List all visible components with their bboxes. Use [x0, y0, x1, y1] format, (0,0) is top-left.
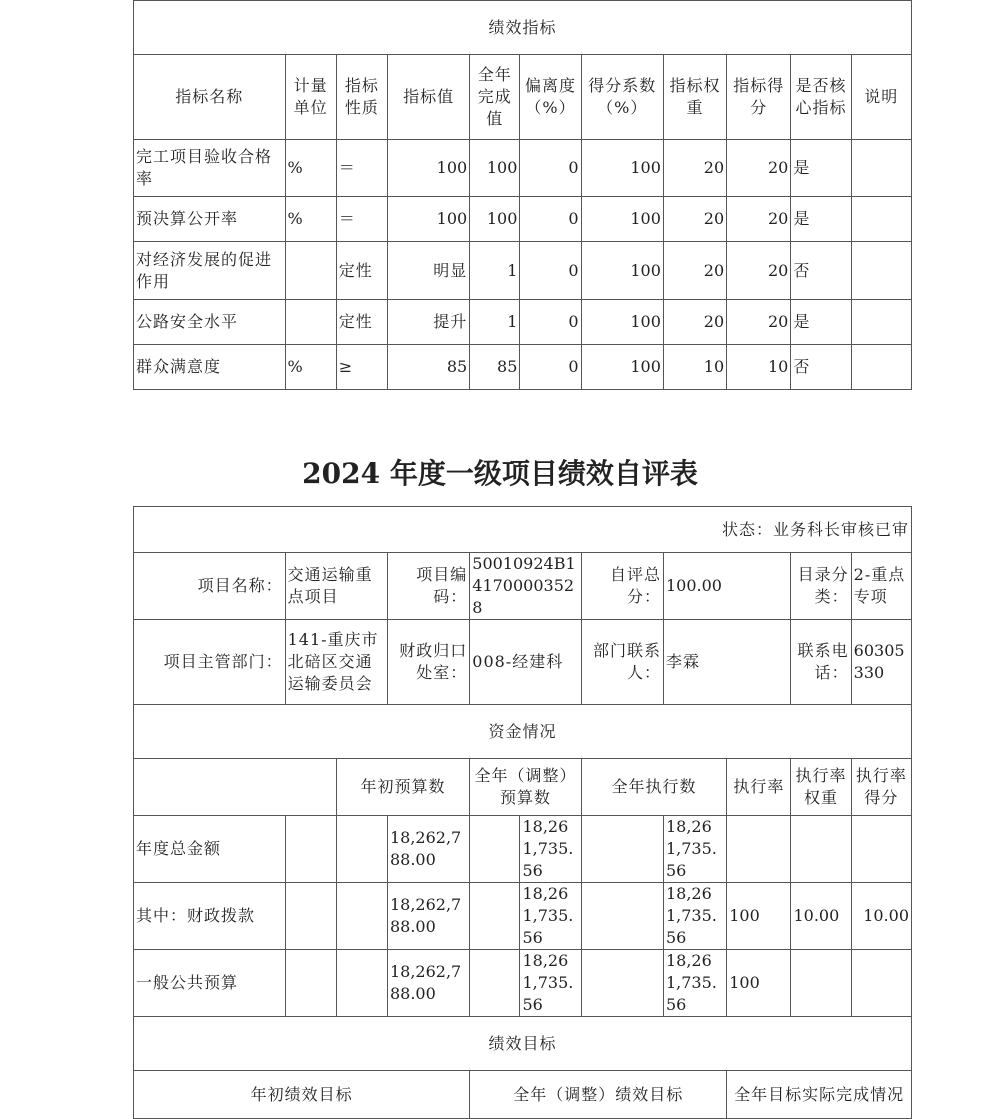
funds-header-adjusted: 全年（调整）预算数: [470, 759, 581, 816]
indicator-core: 是: [791, 197, 851, 242]
status-text: 状态：业务科长审核已审: [134, 507, 912, 553]
indicator-deviation: 0: [520, 345, 581, 390]
funds-initial: 18,262,788.00: [387, 883, 469, 950]
funds-weight: [791, 950, 851, 1017]
indicator-name: 完工项目验收合格率: [134, 140, 286, 197]
contact-label: 部门联系人：: [581, 620, 663, 705]
indicator-note: [851, 242, 911, 300]
empty-cell: [581, 950, 663, 1017]
goals-header-initial: 年初绩效目标: [134, 1071, 470, 1119]
indicator-core: 否: [791, 345, 851, 390]
indicator-nature: 定性: [336, 242, 387, 300]
perf-section-title: 绩效指标: [134, 1, 912, 55]
finance-office: 008-经建科: [470, 620, 581, 705]
indicator-note: [851, 197, 911, 242]
header-deviation: 偏离度（%）: [520, 55, 581, 140]
header-weight: 指标权重: [663, 55, 726, 140]
indicator-weight: 10: [663, 345, 726, 390]
funds-rate: [727, 816, 791, 883]
table-row: [134, 345, 912, 390]
table-row: [134, 197, 912, 242]
indicator-note: [851, 345, 911, 390]
funds-adjusted: 18,261,735.56: [520, 950, 581, 1017]
header-note: 说明: [851, 55, 911, 140]
self-evaluation-form: [133, 506, 912, 1119]
funds-initial: 18,262,788.00: [387, 950, 469, 1017]
header-value: 指标值: [387, 55, 469, 140]
category: 2-重点专项: [851, 553, 911, 620]
table-row: [134, 300, 912, 345]
indicator-unit: %: [285, 140, 336, 197]
table-row: [134, 950, 912, 1017]
dept: 141-重庆市北碚区交通运输委员会: [285, 620, 387, 705]
header-core: 是否核心指标: [791, 55, 851, 140]
indicator-score: 20: [727, 197, 791, 242]
indicator-core: 否: [791, 242, 851, 300]
funds-header-blank: [134, 759, 337, 816]
empty-cell: [581, 816, 663, 883]
indicator-completion: 1: [470, 300, 520, 345]
project-code: 50010924B141700003528: [470, 553, 581, 620]
indicator-name: 群众满意度: [134, 345, 286, 390]
indicator-weight: 20: [663, 242, 726, 300]
funds-section-title: 资金情况: [134, 705, 912, 759]
funds-weight: 10.00: [791, 883, 851, 950]
header-indicator-name: 指标名称: [134, 55, 286, 140]
indicator-name: 公路安全水平: [134, 300, 286, 345]
funds-header-executed: 全年执行数: [581, 759, 727, 816]
indicator-nature: ＝: [336, 197, 387, 242]
header-unit: 计量单位: [285, 55, 336, 140]
contact: 李霖: [663, 620, 790, 705]
empty-cell: [470, 883, 520, 950]
empty-cell: [336, 883, 387, 950]
project-code-label: 项目编码：: [387, 553, 469, 620]
funds-row-label: 其中：财政拨款: [134, 883, 286, 950]
funds-row-label: 一般公共预算: [134, 950, 286, 1017]
phone-label: 联系电话：: [791, 620, 851, 705]
indicator-score: 20: [727, 140, 791, 197]
funds-header-initial: 年初预算数: [336, 759, 470, 816]
performance-indicator-table: [133, 0, 912, 390]
indicator-weight: 20: [663, 300, 726, 345]
header-completion: 全年完成值: [470, 55, 520, 140]
table-row: [134, 883, 912, 950]
funds-rate: 100: [727, 950, 791, 1017]
indicator-deviation: 0: [520, 140, 581, 197]
indicator-note: [851, 140, 911, 197]
indicator-deviation: 0: [520, 300, 581, 345]
indicator-core: 是: [791, 140, 851, 197]
indicator-unit: [285, 242, 336, 300]
empty-cell: [470, 950, 520, 1017]
indicator-coefficient: 100: [581, 345, 663, 390]
indicator-nature: 定性: [336, 300, 387, 345]
indicator-completion: 100: [470, 197, 520, 242]
indicator-coefficient: 100: [581, 140, 663, 197]
table-row: [134, 242, 912, 300]
category-label: 目录分类：: [791, 553, 851, 620]
dept-label: 项目主管部门：: [134, 620, 286, 705]
self-score: 100.00: [663, 553, 790, 620]
indicator-coefficient: 100: [581, 242, 663, 300]
empty-cell: [285, 816, 336, 883]
indicator-completion: 100: [470, 140, 520, 197]
funds-header-weight: 执行率权重: [791, 759, 851, 816]
indicator-score: 20: [727, 242, 791, 300]
indicator-value: 85: [387, 345, 469, 390]
funds-initial: 18,262,788.00: [387, 816, 469, 883]
indicator-completion: 85: [470, 345, 520, 390]
page-title: 2024 年度一级项目绩效自评表: [302, 457, 698, 490]
header-score: 指标得分: [727, 55, 791, 140]
funds-score: [851, 950, 911, 1017]
goals-header-adjusted: 全年（调整）绩效目标: [470, 1071, 727, 1119]
indicator-name: 对经济发展的促进作用: [134, 242, 286, 300]
finance-office-label: 财政归口处室：: [387, 620, 469, 705]
indicator-coefficient: 100: [581, 300, 663, 345]
indicator-value: 明显: [387, 242, 469, 300]
phone: 60305330: [851, 620, 911, 705]
indicator-note: [851, 300, 911, 345]
empty-cell: [336, 816, 387, 883]
funds-adjusted: 18,261,735.56: [520, 883, 581, 950]
indicator-value: 100: [387, 197, 469, 242]
indicator-score: 20: [727, 300, 791, 345]
funds-weight: [791, 816, 851, 883]
funds-rate: 100: [727, 883, 791, 950]
project-name: 交通运输重点项目: [285, 553, 387, 620]
indicator-nature: ≥: [336, 345, 387, 390]
empty-cell: [336, 950, 387, 1017]
funds-executed: 18,261,735.56: [663, 883, 726, 950]
indicator-weight: 20: [663, 197, 726, 242]
empty-cell: [285, 883, 336, 950]
indicator-weight: 20: [663, 140, 726, 197]
indicator-unit: %: [285, 197, 336, 242]
table-row: [134, 140, 912, 197]
indicator-unit: [285, 300, 336, 345]
indicator-value: 100: [387, 140, 469, 197]
indicator-core: 是: [791, 300, 851, 345]
indicator-coefficient: 100: [581, 197, 663, 242]
goals-header-actual: 全年目标实际完成情况: [727, 1071, 912, 1119]
table-row: [134, 816, 912, 883]
indicator-completion: 1: [470, 242, 520, 300]
goals-section-title: 绩效目标: [134, 1017, 912, 1071]
funds-score: [851, 816, 911, 883]
header-nature: 指标性质: [336, 55, 387, 140]
project-name-label: 项目名称：: [134, 553, 286, 620]
funds-header-rate: 执行率: [727, 759, 791, 816]
empty-cell: [581, 883, 663, 950]
indicator-value: 提升: [387, 300, 469, 345]
indicator-deviation: 0: [520, 197, 581, 242]
indicator-deviation: 0: [520, 242, 581, 300]
empty-cell: [285, 950, 336, 1017]
funds-score: 10.00: [851, 883, 911, 950]
indicator-score: 10: [727, 345, 791, 390]
funds-executed: 18,261,735.56: [663, 950, 726, 1017]
header-coefficient: 得分系数（%）: [581, 55, 663, 140]
funds-row-label: 年度总金额: [134, 816, 286, 883]
funds-header-score: 执行率得分: [851, 759, 911, 816]
indicator-nature: ＝: [336, 140, 387, 197]
indicator-name: 预决算公开率: [134, 197, 286, 242]
empty-cell: [470, 816, 520, 883]
indicator-unit: %: [285, 345, 336, 390]
funds-adjusted: 18,261,735.56: [520, 816, 581, 883]
self-score-label: 自评总分：: [581, 553, 663, 620]
funds-executed: 18,261,735.56: [663, 816, 726, 883]
